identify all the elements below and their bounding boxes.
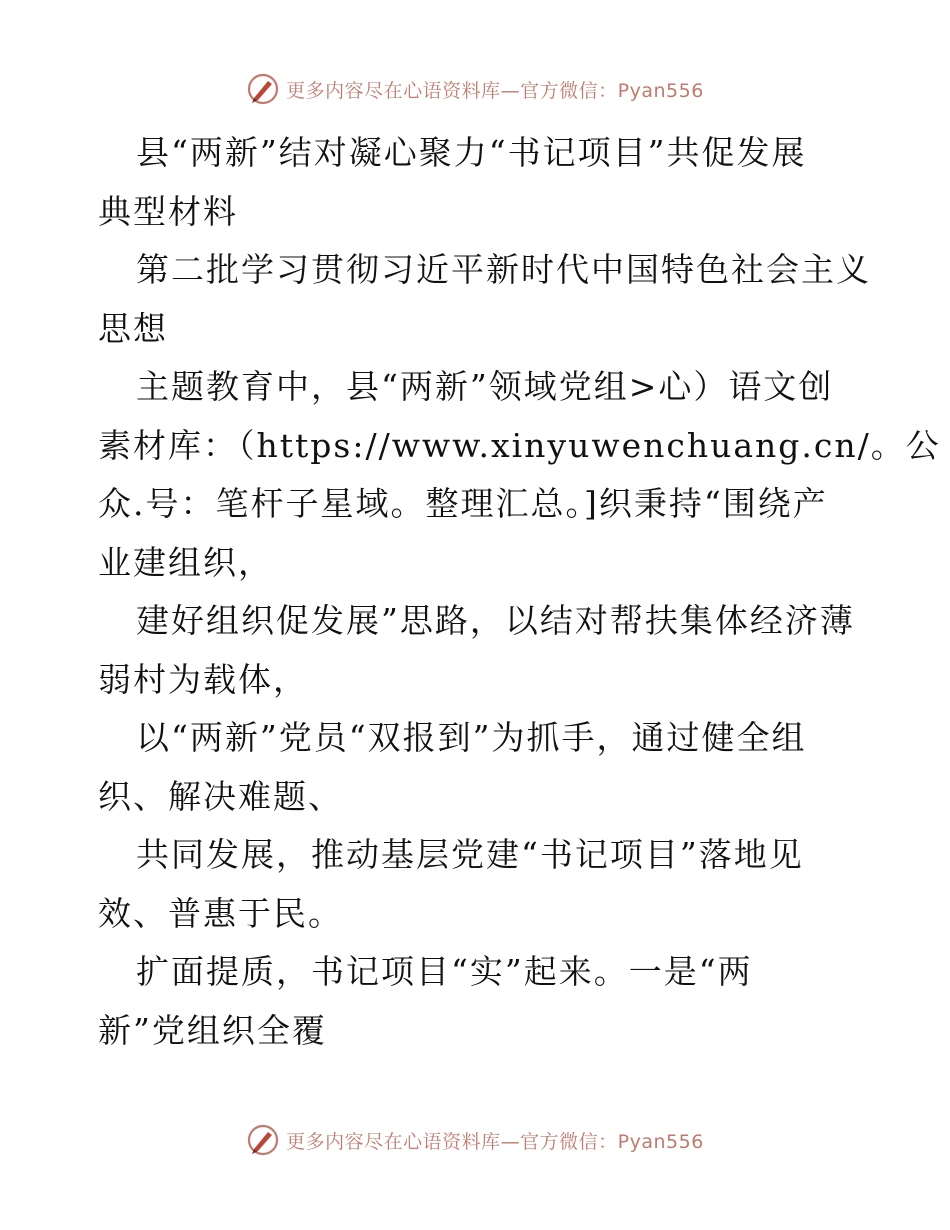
- paragraph-line: 建好组织促发展”思路，以结对帮扶集体经济薄: [136, 601, 855, 640]
- paragraph-line: 县“两新”结对凝心聚力“书记项目”共促发展: [136, 133, 807, 172]
- watermark-text: 更多内容尽在心语资料库—官方微信：Pyan556: [286, 1130, 704, 1153]
- paragraph-line: 业建组织，: [98, 542, 273, 582]
- watermark-text: 更多内容尽在心语资料库—官方微信：Pyan556: [286, 79, 704, 102]
- header-watermark: [0, 72, 950, 106]
- paragraph-line: 效、普惠于民。: [98, 893, 343, 933]
- paragraph-line: 思想: [98, 308, 168, 348]
- document-body: [98, 124, 941, 1060]
- paragraph-line: 众.号：笔杆子星域。整理汇总。]织秉持“围绕产: [98, 484, 828, 523]
- paragraph-line: 素材库：（https://www.xinyuwenchuang.cn/。公: [98, 425, 941, 465]
- paragraph-line: 共同发展，推动基层党建“书记项目”落地见: [136, 835, 804, 874]
- paragraph-line: 以“两新”党员“双报到”为抓手，通过健全组: [136, 718, 807, 757]
- paragraph-line: 新”党组织全覆: [98, 1010, 327, 1050]
- paragraph-line: 第二批学习贯彻习近平新时代中国特色社会主义: [136, 250, 871, 289]
- paragraph-line: 弱村为载体，: [98, 659, 308, 699]
- footer-watermark: [0, 1123, 950, 1157]
- paragraph-line: 织、解决难题、: [98, 776, 343, 816]
- paragraph-line: 扩面提质，书记项目“实”起来。一是“两: [136, 952, 753, 991]
- paragraph-line: 主题教育中，县“两新”领域党组>心）语文创: [136, 367, 834, 406]
- paragraph-line: 典型材料: [98, 191, 238, 231]
- pen-logo-icon: [246, 1123, 280, 1157]
- pen-logo-icon: [246, 72, 280, 106]
